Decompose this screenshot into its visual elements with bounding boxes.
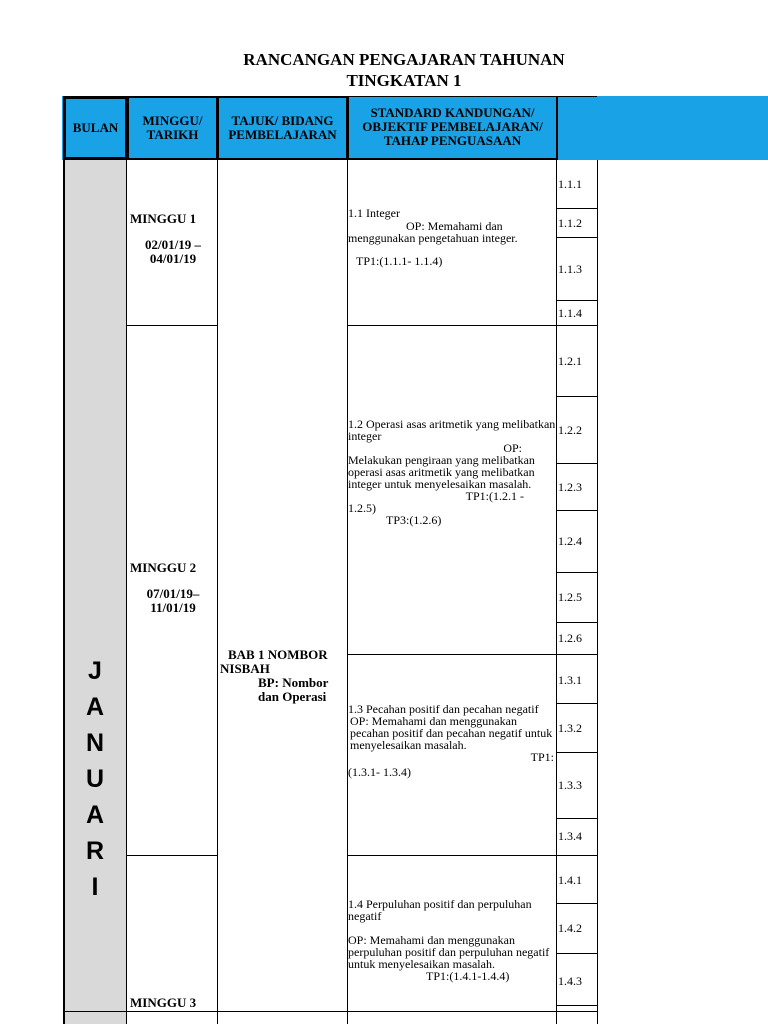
grid-line <box>63 160 65 1024</box>
week-dates: 02/01/19 – 04/01/19 <box>145 237 201 266</box>
standard-objective: OP: Memahami dan menggunakan pengetahuan integer. <box>348 219 518 245</box>
standard-1-4 <box>348 898 556 982</box>
standard-level-cont: (1.3.1- 1.3.4) <box>348 765 411 779</box>
grid-line <box>556 396 597 397</box>
code-cell: 1.3.3 <box>558 778 582 792</box>
standard-1-1 <box>348 207 556 267</box>
title-line-2: TINGKATAN 1 <box>346 71 462 90</box>
code-cell: 1.3.1 <box>558 673 582 687</box>
header-bulan: BULAN <box>63 96 128 160</box>
topic-cell <box>220 648 346 704</box>
code-cell: 1.2.3 <box>558 480 582 494</box>
grid-line <box>127 325 217 326</box>
code-cell: 1.2.4 <box>558 534 582 548</box>
week-label: MINGGU 3 <box>130 995 197 1010</box>
standard-objective: OP: Memahami dan menggunakan perpuluhan positif dan perpuluhan negatif untuk menyelesaikan masalah. <box>348 933 550 971</box>
grid-line <box>556 237 597 238</box>
topic-title-cont: NISBAH <box>220 661 270 676</box>
code-cell: 1.2.6 <box>558 631 582 645</box>
week-label: MINGGU 2 <box>130 560 197 575</box>
standard-title: 1.3 Pecahan positif dan pecahan negatif <box>348 702 539 716</box>
topic-title: BAB 1 NOMBOR <box>228 647 328 662</box>
grid-line <box>556 953 597 954</box>
grid-line <box>347 160 348 1024</box>
header-tajuk: TAJUK/ BIDANG PEMBELAJARAN <box>217 96 348 160</box>
standard-level-2: TP3:(1.2.6) <box>386 513 442 527</box>
standard-objective: OP: Memahami dan menggunakan pecahan positif dan pecahan negatif untuk menyelesaikan masalah. <box>350 714 553 752</box>
standard-level: TP1:(1.1.1- 1.1.4) <box>356 254 443 268</box>
week-3-cell <box>130 996 216 1022</box>
grid-line <box>127 855 217 856</box>
grid-line <box>556 622 597 623</box>
week-label: MINGGU 1 <box>130 211 197 226</box>
document-title <box>0 49 768 91</box>
standard-title: 1.4 Perpuluhan positif dan perpuluhan negatif <box>348 897 532 923</box>
code-cell: 1.2.2 <box>558 423 582 437</box>
standard-objective-label: OP: <box>503 441 522 455</box>
code-cell: 1.2.5 <box>558 590 582 604</box>
code-cell: 1.4.1 <box>558 873 582 887</box>
week-1-cell <box>130 212 216 266</box>
standard-level: TP1: <box>530 750 554 764</box>
grid-line <box>597 160 598 1024</box>
grid-line <box>556 300 597 301</box>
standard-level-cont: 1.2.5) <box>348 501 376 515</box>
grid-line <box>556 752 597 753</box>
grid-line <box>556 208 597 209</box>
code-cell: 1.1.1 <box>558 177 582 191</box>
grid-line <box>556 463 597 464</box>
code-cell: 1.3.2 <box>558 721 582 735</box>
code-cell: 1.4.2 <box>558 921 582 935</box>
standard-objective: Melakukan pengiraan yang melibatkan operasi asas aritmetik yang melibatkan integer untuk menyelesaikan masalah. <box>348 453 535 491</box>
grid-line <box>126 160 127 1024</box>
header-minggu: MINGGU/ TARIKH <box>127 96 218 160</box>
grid-line <box>556 510 597 511</box>
title-line-1: RANCANGAN PENGAJARAN TAHUNAN <box>243 50 565 69</box>
week-dates: 07/01/19– 11/01/19 <box>146 586 200 615</box>
week-2-cell <box>130 561 216 615</box>
standard-level: TP1:(1.4.1-1.4.4) <box>426 969 510 983</box>
code-cell: 1.1.2 <box>558 216 582 230</box>
learning-area: BP: Nombor dan Operasi <box>258 675 329 704</box>
grid-line <box>347 325 597 326</box>
code-cell: 1.4.3 <box>558 974 582 988</box>
code-cell: 1.2.1 <box>558 354 582 368</box>
code-cell: 1.1.3 <box>558 262 582 276</box>
grid-line <box>556 572 597 573</box>
grid-line <box>556 703 597 704</box>
grid-line <box>556 903 597 904</box>
standard-title: 1.2 Operasi asas aritmetik yang melibatkan integer <box>348 417 556 443</box>
code-cell: 1.1.4 <box>558 306 582 320</box>
code-cell: 1.3.4 <box>558 829 582 843</box>
grid-line <box>556 818 597 819</box>
grid-line <box>217 160 218 1024</box>
standard-title: 1.1 Integer <box>348 206 400 220</box>
standard-1-2 <box>348 418 556 526</box>
header-top-rule <box>347 96 597 97</box>
header-standard: STANDARD KANDUNGAN/ OBJEKTIF PEMBELAJARAN/ TAHAP PENGUASAAN <box>347 96 558 160</box>
grid-line <box>347 855 597 856</box>
month-januari: J A N U A R I <box>85 657 105 901</box>
standard-level: TP1:(1.2.1 - <box>465 489 524 503</box>
standard-1-3 <box>348 703 556 778</box>
grid-line <box>347 654 597 655</box>
grid-line <box>556 1005 597 1006</box>
